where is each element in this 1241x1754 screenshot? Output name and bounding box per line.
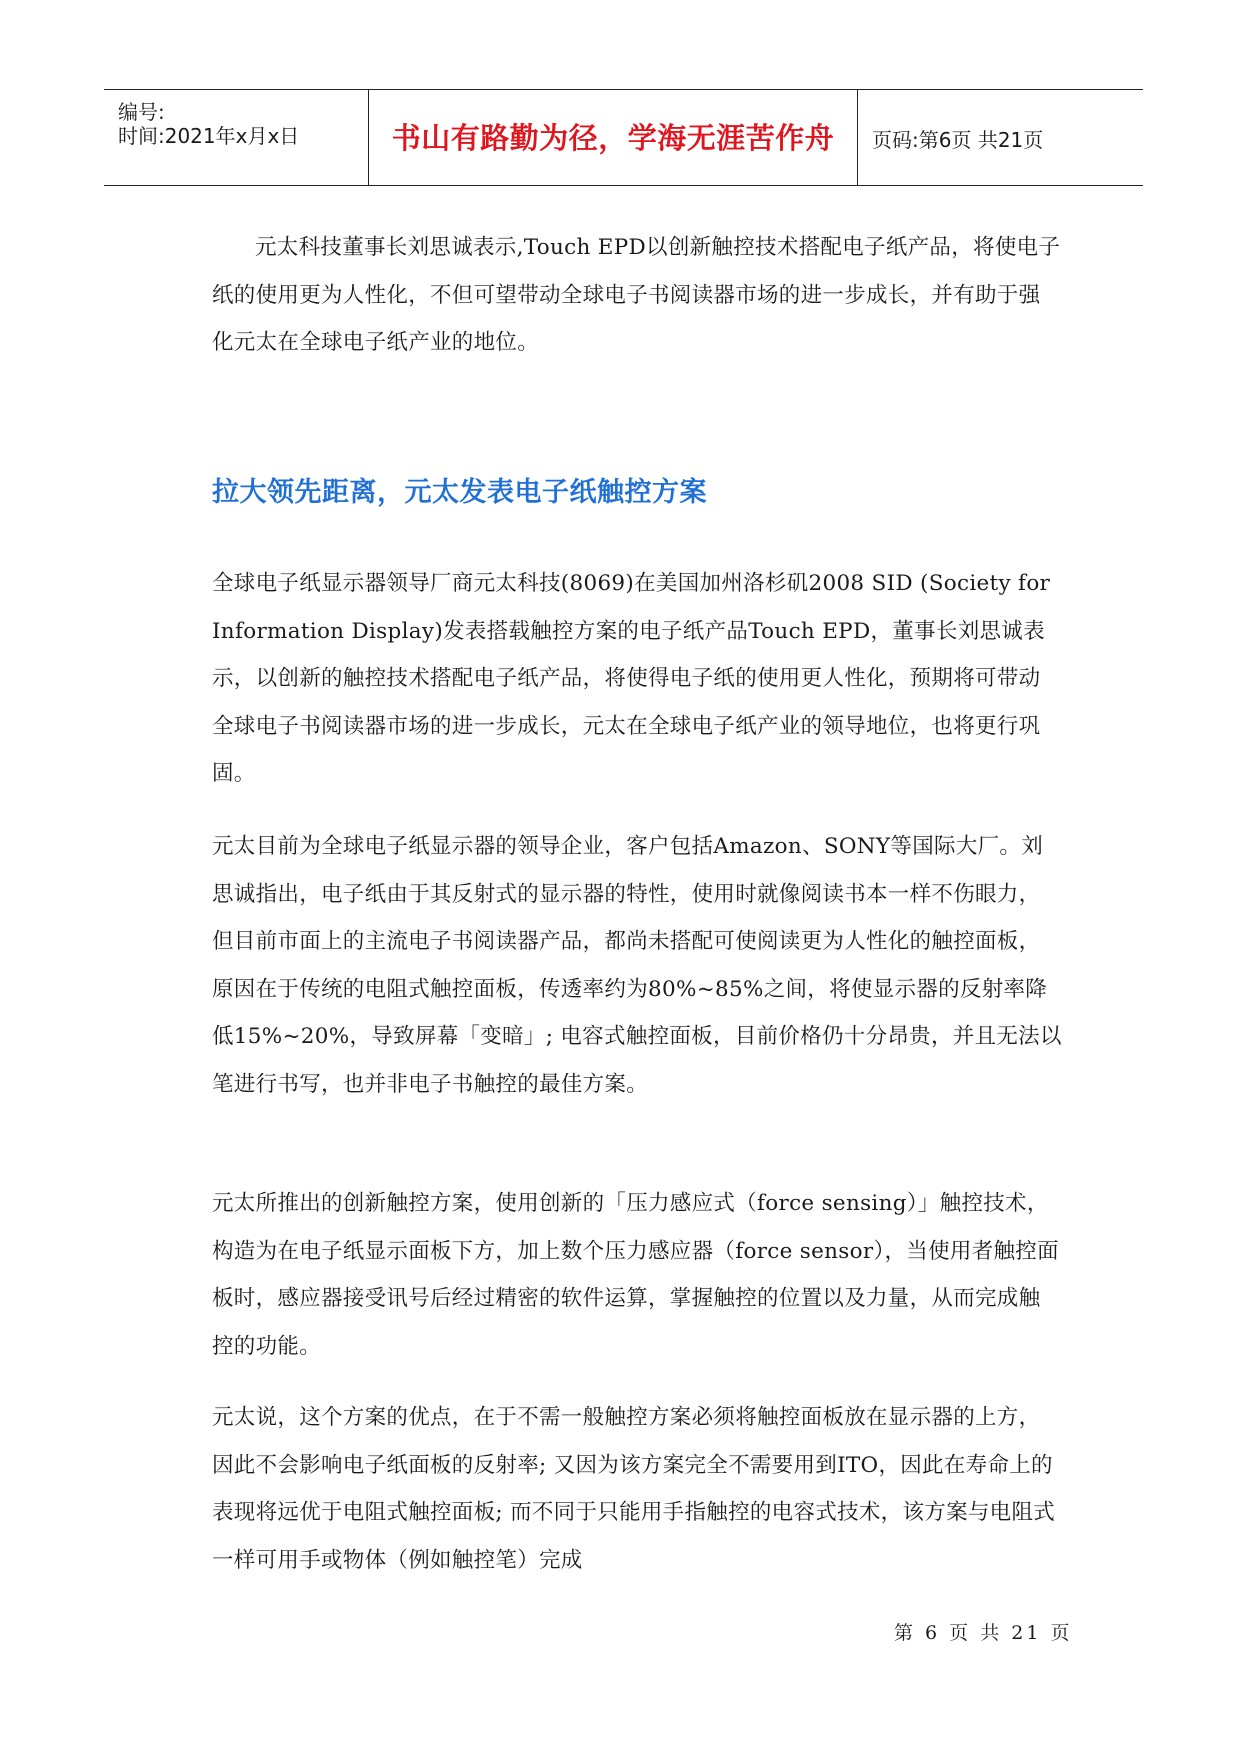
header-table: [104, 89, 1143, 186]
header-left-cell: [104, 90, 368, 185]
body-paragraph-4: 元太说，这个方案的优点，在于不需一般触控方案必须将触控面板放在显示器的上方，因此不会影响电子纸面板的反射率; 又因为该方案完全不需要用到ITO，因此在寿命上的表现将远优于电阻式触控面板; 而不同于只能用手指触控的电容式技术，该方案与电阻式一样可用手或物体（例如触控笔）完成: [212, 1405, 1056, 1573]
header-page-label: 页码:第6页 共21页: [872, 128, 1044, 152]
intro-paragraph: 元太科技董事长刘思诚表示,Touch EPD以创新触控技术搭配电子纸产品，将使电子纸的使用更为人性化，不但可望带动全球电子书阅读器市场的进一步成长，并有助于强化元太在全球电子纸产业的地位。: [212, 235, 1061, 355]
header-center-cell: [368, 90, 858, 185]
page-footer: 第 6 页 共 21 页: [894, 1622, 1073, 1644]
body-paragraph-1: 全球电子纸显示器领导厂商元太科技(8069)在美国加州洛杉矶2008 SID (Society for Information Display)发表搭载触控方案的电子纸产品Touch EPD，董事长刘思诚表示，以创新的触控技术搭配电子纸产品，将使得电子纸的使用更人性化，预期将可带动全球电子书阅读器市场的进一步成长，元太在全球电子纸产业的领导地位，也将更行巩固。: [212, 571, 1051, 786]
document-time-label: 时间:2021年x月x日: [118, 124, 300, 148]
body-paragraph-2: 元太目前为全球电子纸显示器的领导企业，客户包括Amazon、SONY等国际大厂。刘思诚指出，电子纸由于其反射式的显示器的特性，使用时就像阅读书本一样不伤眼力，但目前市面上的主流电子书阅读器产品，都尚未搭配可使阅读更为人性化的触控面板，原因在于传统的电阻式触控面板，传透率约为80%~85%之间，将使显示器的反射率降低15%~20%，导致屏幕「变暗」; 电容式触控面板，目前价格仍十分昂贵，并且无法以笔进行书写，也并非电子书触控的最佳方案。: [212, 834, 1062, 1097]
header-right-cell: [858, 90, 1143, 185]
document-number-label: 编号:: [118, 100, 165, 124]
body-paragraph-3: 元太所推出的创新触控方案，使用创新的「压力感应式（force sensing）」触控技术，构造为在电子纸显示面板下方，加上数个压力感应器（force sensor），当使用者触控面板时，感应器接受讯号后经过精密的软件运算，掌握触控的位置以及力量，从而完成触控的功能。: [212, 1191, 1059, 1359]
section-heading: 拉大领先距离，元太发表电子纸触控方案: [212, 477, 707, 508]
header-motto: 书山有路勤为径，学海无涯苦作舟: [391, 121, 835, 155]
